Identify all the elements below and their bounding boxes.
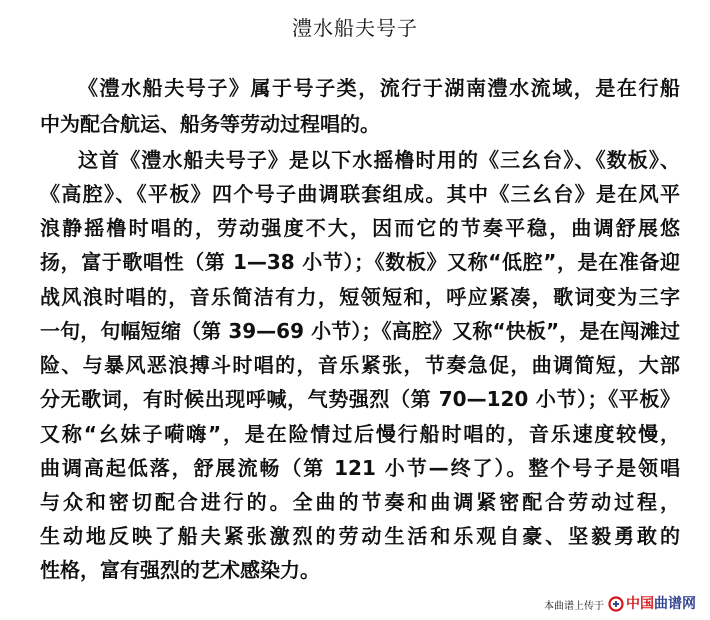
paragraph-1-line-2: 中为配合航运、船务等劳动过程唱的。 (40, 112, 380, 136)
site-logo-icon (608, 596, 624, 612)
paragraph-2-line-3: 浪静摇橹时唱的，劳动强度不大，因而它的节奏平稳，曲调舒展悠 (40, 216, 680, 240)
site-logo-text-part2: 曲谱网 (654, 596, 696, 612)
site-logo-text-part1: 中国 (626, 596, 654, 612)
paragraph-2-line-1: 这首《澧水船夫号子》是以下水摇橹时用的《三幺台》、《数板》、 (78, 148, 680, 172)
paragraph-2-line-7: 险、与暴风恶浪搏斗时唱的，音乐紧张，节奏急促，曲调简短，大部 (40, 353, 680, 377)
paragraph-2-line-10: 曲调高起低落，舒展流畅（第 121 小节—终了）。整个号子是领唱 (40, 456, 680, 480)
site-logo[interactable] (608, 596, 696, 612)
paragraph-2-line-9: 又称“幺妹子嗬嗨”，是在险情过后慢行船时唱的，音乐速度较慢， (40, 422, 680, 446)
paragraph-2-line-5: 战风浪时唱的，音乐简洁有力，短领短和，呼应紧凑，歌词变为三字 (40, 285, 680, 309)
paragraph-2-line-2: 《高腔》、《平板》四个号子曲调联套组成。其中《三幺台》是在风平 (40, 182, 680, 206)
source-footer (544, 594, 696, 614)
page-title: 澧水船夫号子 (292, 16, 418, 40)
paragraph-2-line-8: 分无歌词，有时候出现呼喊，气势强烈（第 70—120 小节）；《平板》 (40, 387, 680, 411)
upload-notice: 本曲谱上传于 (544, 600, 604, 612)
paragraph-2-line-12: 生动地反映了船夫紧张激烈的劳动生活和乐观自豪、坚毅勇敢的 (40, 524, 680, 548)
paragraph-2-line-13: 性格，富有强烈的艺术感染力。 (40, 558, 320, 582)
paragraph-2-line-6: 一句，句幅短缩（第 39—69 小节）；《高腔》又称“快板”，是在闯滩过 (40, 319, 680, 343)
paragraph-1-line-1: 《澧水船夫号子》属于号子类，流行于湖南澧水流域，是在行船 (78, 76, 680, 100)
paragraph-2-line-11: 与众和密切配合进行的。全曲的节奏和曲调紧密配合劳动过程， (40, 490, 680, 514)
paragraph-2-line-4: 扬，富于歌唱性（第 1—38 小节）；《数板》又称“低腔”，是在准备迎 (40, 250, 680, 274)
site-logo-text (626, 596, 696, 612)
